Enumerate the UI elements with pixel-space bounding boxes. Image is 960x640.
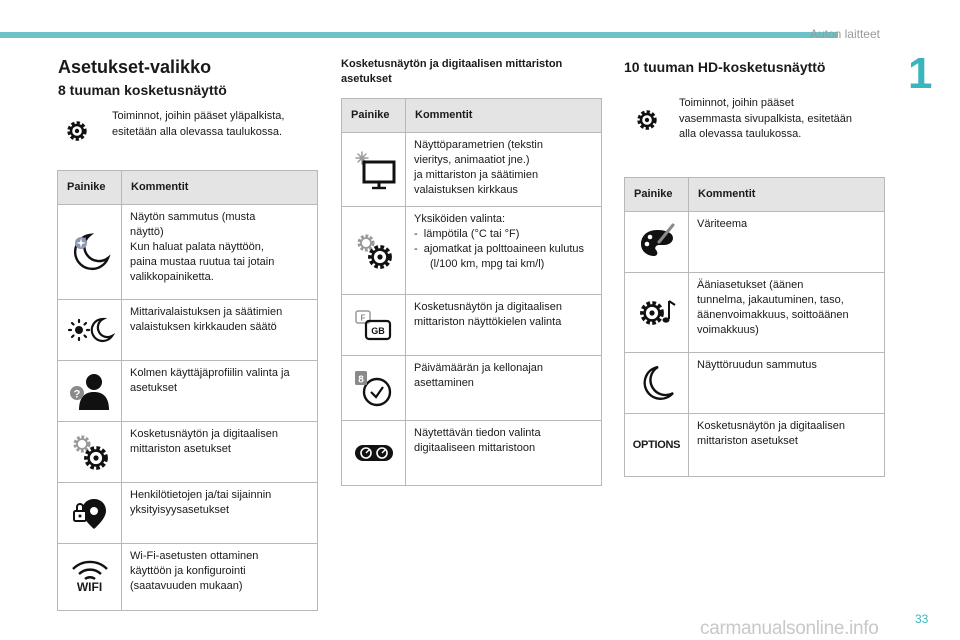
language-icon bbox=[352, 307, 396, 343]
table-row: Näytön sammutus (musta näyttö) Kun haluat palata näyttöön, paina mustaa ruutua tai jotain valikkopainiketta. bbox=[58, 205, 318, 300]
table-header-row bbox=[625, 178, 885, 212]
sun-moon-icon bbox=[65, 315, 115, 345]
table-row: Kosketusnäytön ja digitaalisen mittariston asetukset bbox=[58, 422, 318, 483]
table-row: Väriteema bbox=[625, 212, 885, 273]
column-header-button: Painike bbox=[342, 99, 406, 133]
column-header-comments: Kommentit bbox=[122, 171, 318, 205]
table-header-row bbox=[342, 99, 602, 133]
column-header-comments: Kommentit bbox=[689, 178, 885, 212]
settings-table-8inch bbox=[57, 170, 318, 611]
header-rule bbox=[0, 32, 838, 38]
section-8inch-intro: Toiminnot, joihin pääset yläpalkista, esitetään alla olevassa taulukossa. bbox=[112, 110, 285, 138]
gears-icon bbox=[68, 430, 112, 474]
cluster-settings-table bbox=[341, 98, 602, 486]
options-icon: OPTIONS bbox=[632, 438, 681, 451]
gear-icon bbox=[634, 107, 660, 133]
table-row: WIFI Wi-Fi-asetusten ottaminen käyttöön ja konfigurointi (saatavuuden mukaan) bbox=[58, 544, 318, 611]
svg-text:8: 8 bbox=[357, 374, 364, 386]
table-row: Yksiköiden valinta: - lämpötila (°C tai °F) - ajomatkat ja polttoaineen kulutus (l/100 km, mpg tai km/l) bbox=[342, 207, 602, 295]
moon-icon bbox=[639, 363, 675, 403]
section-8inch-title: 8 tuuman kosketusnäyttö bbox=[58, 82, 227, 98]
column-header-button: Painike bbox=[58, 171, 122, 205]
page-number: 33 bbox=[915, 612, 929, 626]
table-row: Näytettävän tiedon valinta digitaaliseen mittaristoon bbox=[342, 421, 602, 486]
table-row: OPTIONS Kosketusnäytön ja digitaalisen mittariston asetukset bbox=[625, 414, 885, 477]
column-header-button: Painike bbox=[625, 178, 689, 212]
table-row: Ääniasetukset (äänen tunnelma, jakautuminen, taso, äänenvoimakkuus, soittoäänen voimakkuus) bbox=[625, 273, 885, 353]
palette-icon bbox=[637, 222, 677, 262]
chapter-number: 1 bbox=[908, 49, 933, 98]
table-row: ? Kolmen käyttäjäprofiilin valinta ja asetukset bbox=[58, 361, 318, 422]
wifi-icon bbox=[58, 560, 121, 595]
table-row: 8 Päivämäärän ja kellonajan asettaminen bbox=[342, 356, 602, 421]
section-10inch-intro: Toiminnot, joihin pääset vasemmasta sivupalkista, esitetään alla olevassa taulukossa. bbox=[679, 97, 853, 140]
settings-table-10inch bbox=[624, 177, 885, 477]
table-header-row bbox=[58, 171, 318, 205]
gears-icon bbox=[352, 229, 396, 273]
table-row: Näyttöruudun sammutus bbox=[625, 353, 885, 414]
table-row: F GB Kosketusnäytön ja digitaalisen mittariston näyttökielen valinta bbox=[342, 295, 602, 356]
chapter-title: Auton laitteet bbox=[809, 27, 880, 41]
svg-text:GB: GB bbox=[370, 326, 385, 336]
svg-text:?: ? bbox=[73, 388, 80, 401]
svg-text:F: F bbox=[360, 313, 365, 323]
table-row: Henkilötietojen ja/tai sijainnin yksityisyysasetukset bbox=[58, 483, 318, 544]
gear-icon bbox=[64, 118, 90, 144]
column-header-comments: Kommentit bbox=[406, 99, 602, 133]
page-title: Asetukset-valikko bbox=[58, 57, 212, 77]
privacy-location-icon bbox=[70, 493, 110, 533]
clock-calendar-icon bbox=[352, 368, 396, 408]
section-10inch-title: 10 tuuman HD-kosketusnäyttö bbox=[624, 59, 826, 75]
table-row: Mittarivalaistuksen ja säätimien valaistuksen kirkkauden säätö bbox=[58, 300, 318, 361]
section-cluster-title: Kosketusnäytön ja digitaalisen mittariston asetukset bbox=[341, 58, 563, 85]
monitor-brightness-icon bbox=[352, 150, 396, 190]
user-question-icon bbox=[68, 371, 112, 411]
watermark: carmanualsonline.info bbox=[700, 618, 879, 639]
wifi-label: WIFI bbox=[76, 579, 103, 594]
table-row: Näyttöparametrien (tekstin vieritys, animaatiot jne.) ja mittariston ja säätimien valaistuksen kirkkaus bbox=[342, 133, 602, 207]
cluster-display-icon bbox=[352, 441, 396, 465]
gear-note-icon bbox=[635, 293, 679, 333]
moon-star-icon bbox=[68, 230, 112, 274]
